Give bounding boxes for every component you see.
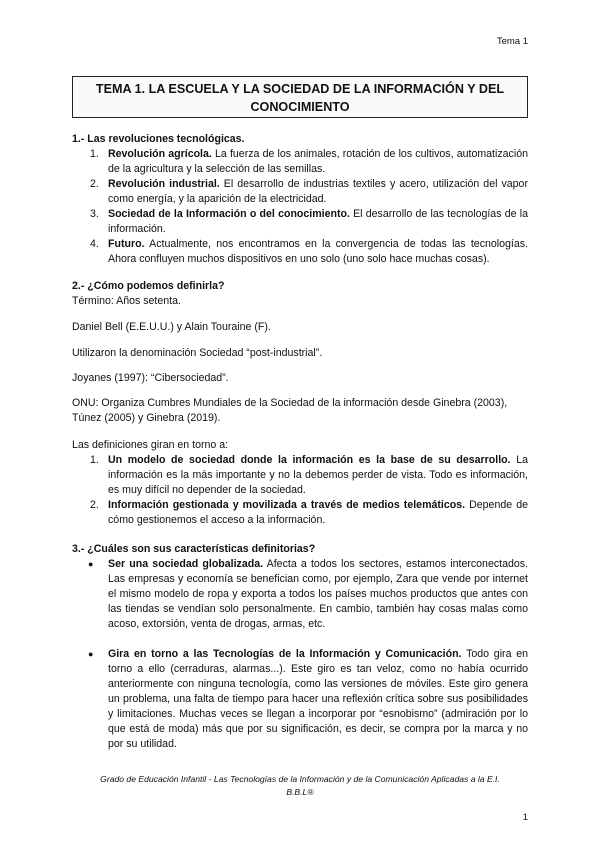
section-1-heading: 1.- Las revoluciones tecnológicas.	[72, 133, 245, 145]
usage-text: Utilizaron la denominación Sociedad “post-industrial”.	[72, 347, 323, 359]
list-item: 1. Un modelo de sociedad donde la información es la base de su desarrollo. La información es la más importante y no la debemos perder de vista. Todo es información, es muy difícil no depender de la sociedad.	[90, 454, 528, 496]
section-1	[72, 132, 528, 267]
list-item: 2. Revolución industrial. El desarrollo de industrias textiles y acero, utilización del vapor como energía, y la aparición de la electricidad.	[90, 178, 528, 205]
term-text: Término: Años setenta.	[72, 295, 181, 307]
list-item: 2. Información gestionada y movilizada a través de medios telemáticos. Depende de cómo gestionemos el acceso a la información.	[90, 499, 528, 526]
section-2	[72, 279, 528, 309]
footer-line-2: B.B.L®	[286, 787, 314, 797]
section-3	[72, 542, 528, 752]
section-3-heading: 3.- ¿Cuáles son sus características definitorias?	[72, 543, 316, 555]
definitions-intro: Las definiciones giran en torno a:	[72, 439, 229, 451]
definitions-block	[72, 438, 528, 528]
bullet-icon: ●	[88, 559, 94, 569]
list-item: 3. Sociedad de la Información o del conocimiento. El desarrollo de las tecnologías de la información.	[90, 208, 528, 235]
footer-line-1: Grado de Educación Infantil - Las Tecnologías de la Información y de la Comunicación Aplicadas a la E.I.	[100, 774, 500, 784]
footer	[72, 773, 528, 799]
onu-text: ONU: Organiza Cumbres Mundiales de la Sociedad de la información desde Ginebra (2003), Túnez (2005) y Ginebra (2019).	[72, 397, 508, 424]
section-1-list	[72, 147, 528, 267]
section-2-list	[72, 453, 528, 528]
page-title: TEMA 1. LA ESCUELA Y LA SOCIEDAD DE LA INFORMACIÓN Y DEL CONOCIMIENTO	[72, 76, 528, 118]
list-item: 4. Futuro. Actualmente, nos encontramos en la convergencia de todas las tecnologías. Ahora confluyen muchos dispositivos en uno solo (uno solo hace muchas cosas).	[90, 238, 528, 265]
joyanes-text: Joyanes (1997): “Cibersociedad”.	[72, 372, 229, 384]
bullet-icon: ●	[88, 649, 94, 659]
list-item: ● Ser una sociedad globalizada. Afecta a todos los sectores, estamos interconectados. Las empresas y economía se benefician como, por ejemplo, Zara que vende por internet el mismo modelo de ropa y exporta a todos los países muchos productos que antes con las tiendas se vendían solo personalmente. En cambio, también hay cosas malas como acoso, extorsión, venta de drogas, armas, etc.	[88, 558, 528, 630]
list-item: 1. Revolución agrícola. La fuerza de los animales, rotación de los cultivos, automatización de la agricultura y la selección de las semillas.	[90, 148, 528, 175]
list-item: ● Gira en torno a las Tecnologías de la Información y Comunicación. Todo gira en torno a ello (cerraduras, alarmas...). Este giro es tan veloz, como no había ocurrido anteriormente con ninguna tecnología, como las versiones de móviles. Este giro genera un problema, una falta de tiempo para hacer una reflexión crítica sobre sus posibilidades y limitaciones. Muchas veces se llegan a incorporar por “esnobismo” (admiración por lo que está de moda) más que por su significación, es decir, se compra por la marca y no por su utilidad.	[88, 648, 529, 750]
page-number: 1	[522, 812, 528, 823]
section-2-heading: 2.- ¿Cómo podemos definirla?	[72, 280, 225, 292]
section-3-list	[72, 557, 528, 752]
header-label: Tema 1	[496, 36, 528, 47]
authors-text: Daniel Bell (E.E.U.U.) y Alain Touraine (F).	[72, 321, 271, 333]
